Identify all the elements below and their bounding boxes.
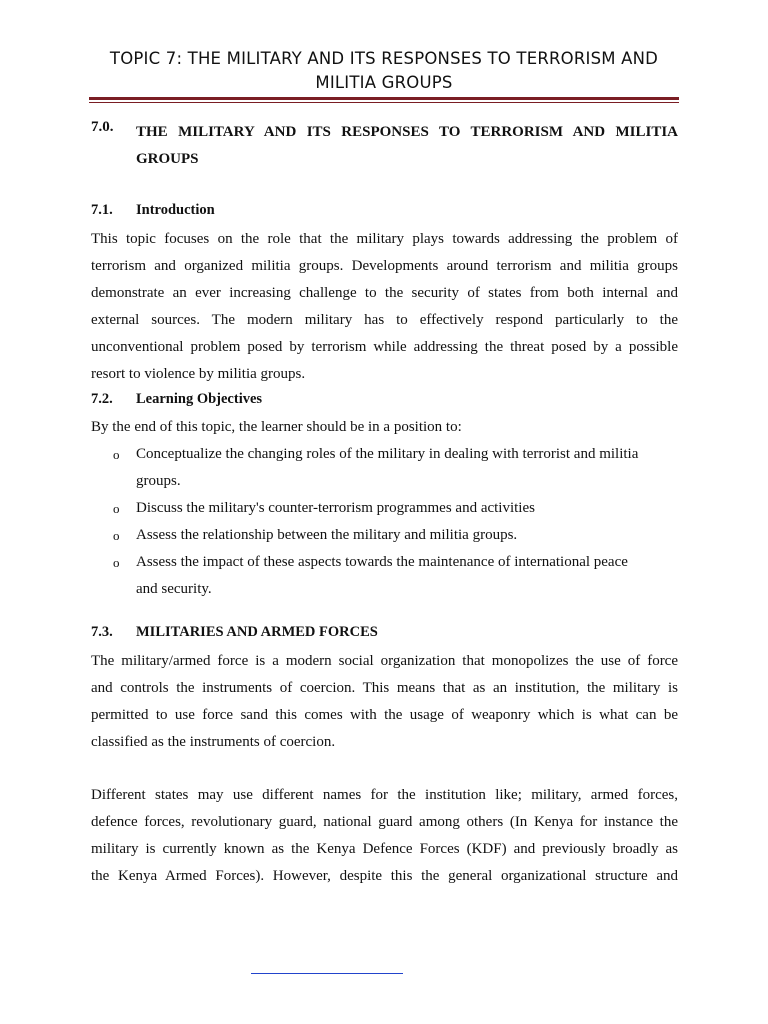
paragraph-line: defence forces, revolutionary guard, national guard among others (In Kenya for instance the <box>91 814 678 830</box>
objective-text <box>136 495 678 522</box>
introduction-line: resort to violence by militia groups. <box>91 366 306 382</box>
paragraph-line: The military/armed force is a modern social organization that monopolizes the use of force <box>91 653 678 669</box>
objective-line: Assess the impact of these aspects towards the maintenance of international peace <box>136 554 628 570</box>
introduction-line: external sources. The modern military has to effectively respond particularly to the <box>91 312 678 328</box>
paragraph-line: classified as the instruments of coercion. <box>91 734 336 750</box>
section-7-1-heading: Introduction <box>136 202 215 218</box>
military-paragraph-1 <box>91 648 678 756</box>
section-7-0-number: 7.0. <box>91 119 114 135</box>
page-header-title <box>80 47 688 95</box>
header-title-line-1: TOPIC 7: THE MILITARY AND ITS RESPONSES TO TERRORISM AND <box>109 49 659 68</box>
section-7-1-number: 7.1. <box>91 202 113 218</box>
section-7-3-heading: MILITARIES AND ARMED FORCES <box>136 624 378 640</box>
objective-item <box>91 495 678 522</box>
objective-line: Conceptualize the changing roles of the military in dealing with terrorist and militia <box>136 446 639 462</box>
military-paragraph-2 <box>91 782 678 890</box>
objectives-list <box>91 441 678 603</box>
bullet-circle-icon: o <box>113 447 120 462</box>
objective-item <box>91 522 678 549</box>
section-7-2-heading: Learning Objectives <box>136 391 263 407</box>
paragraph-line: Different states may use different names for the institution like; military, armed forces, <box>91 787 678 803</box>
section-7-0-heading <box>136 119 678 173</box>
bullet-circle-icon: o <box>113 555 120 570</box>
section-7-3-number: 7.3. <box>91 624 113 640</box>
paragraph-line: military is currently known as the Kenya Defence Forces (KDF) and previously broadly as <box>91 841 678 857</box>
footnote-separator <box>251 973 403 974</box>
section-7-2-number: 7.2. <box>91 391 113 407</box>
objectives-intro <box>91 414 678 441</box>
introduction-line: unconventional problem posed by terrorism while addressing the threat posed by a possible <box>91 339 678 355</box>
objective-line: and security. <box>136 581 212 597</box>
header-rule-thick <box>89 97 679 100</box>
objective-text <box>136 522 678 549</box>
paragraph-line: permitted to use force sand this comes with the usage of weaponry which is what can be <box>91 707 678 723</box>
header-rule-thin <box>89 102 679 103</box>
introduction-paragraph <box>91 226 678 388</box>
introduction-line: demonstrate an ever increasing challenge to the security of states from both internal and <box>91 285 678 301</box>
objectives-intro-text: By the end of this topic, the learner should be in a position to: <box>91 419 462 435</box>
objective-item <box>91 549 678 603</box>
paragraph-line: the Kenya Armed Forces). However, despite this the general organizational structure and <box>91 868 678 884</box>
header-title-line-2: MILITIA GROUPS <box>315 73 453 92</box>
section-7-0-heading-line-2: GROUPS <box>136 151 199 167</box>
objective-line: Assess the relationship between the military and militia groups. <box>136 527 518 543</box>
objective-item <box>91 441 678 495</box>
section-7-0-heading-line-1: THE MILITARY AND ITS RESPONSES TO TERRORISM AND MILITIA <box>136 124 678 140</box>
objective-line: Discuss the military's counter-terrorism programmes and activities <box>136 500 535 516</box>
objective-line: groups. <box>136 473 181 489</box>
objective-text <box>136 441 678 495</box>
introduction-line: This topic focuses on the role that the military plays towards addressing the problem of <box>91 231 678 247</box>
introduction-line: terrorism and organized militia groups. Developments around terrorism and militia groups <box>91 258 678 274</box>
bullet-circle-icon: o <box>113 501 120 516</box>
paragraph-line: and controls the instruments of coercion. This means that as an institution, the military is <box>91 680 678 696</box>
objective-text <box>136 549 678 603</box>
bullet-circle-icon: o <box>113 528 120 543</box>
